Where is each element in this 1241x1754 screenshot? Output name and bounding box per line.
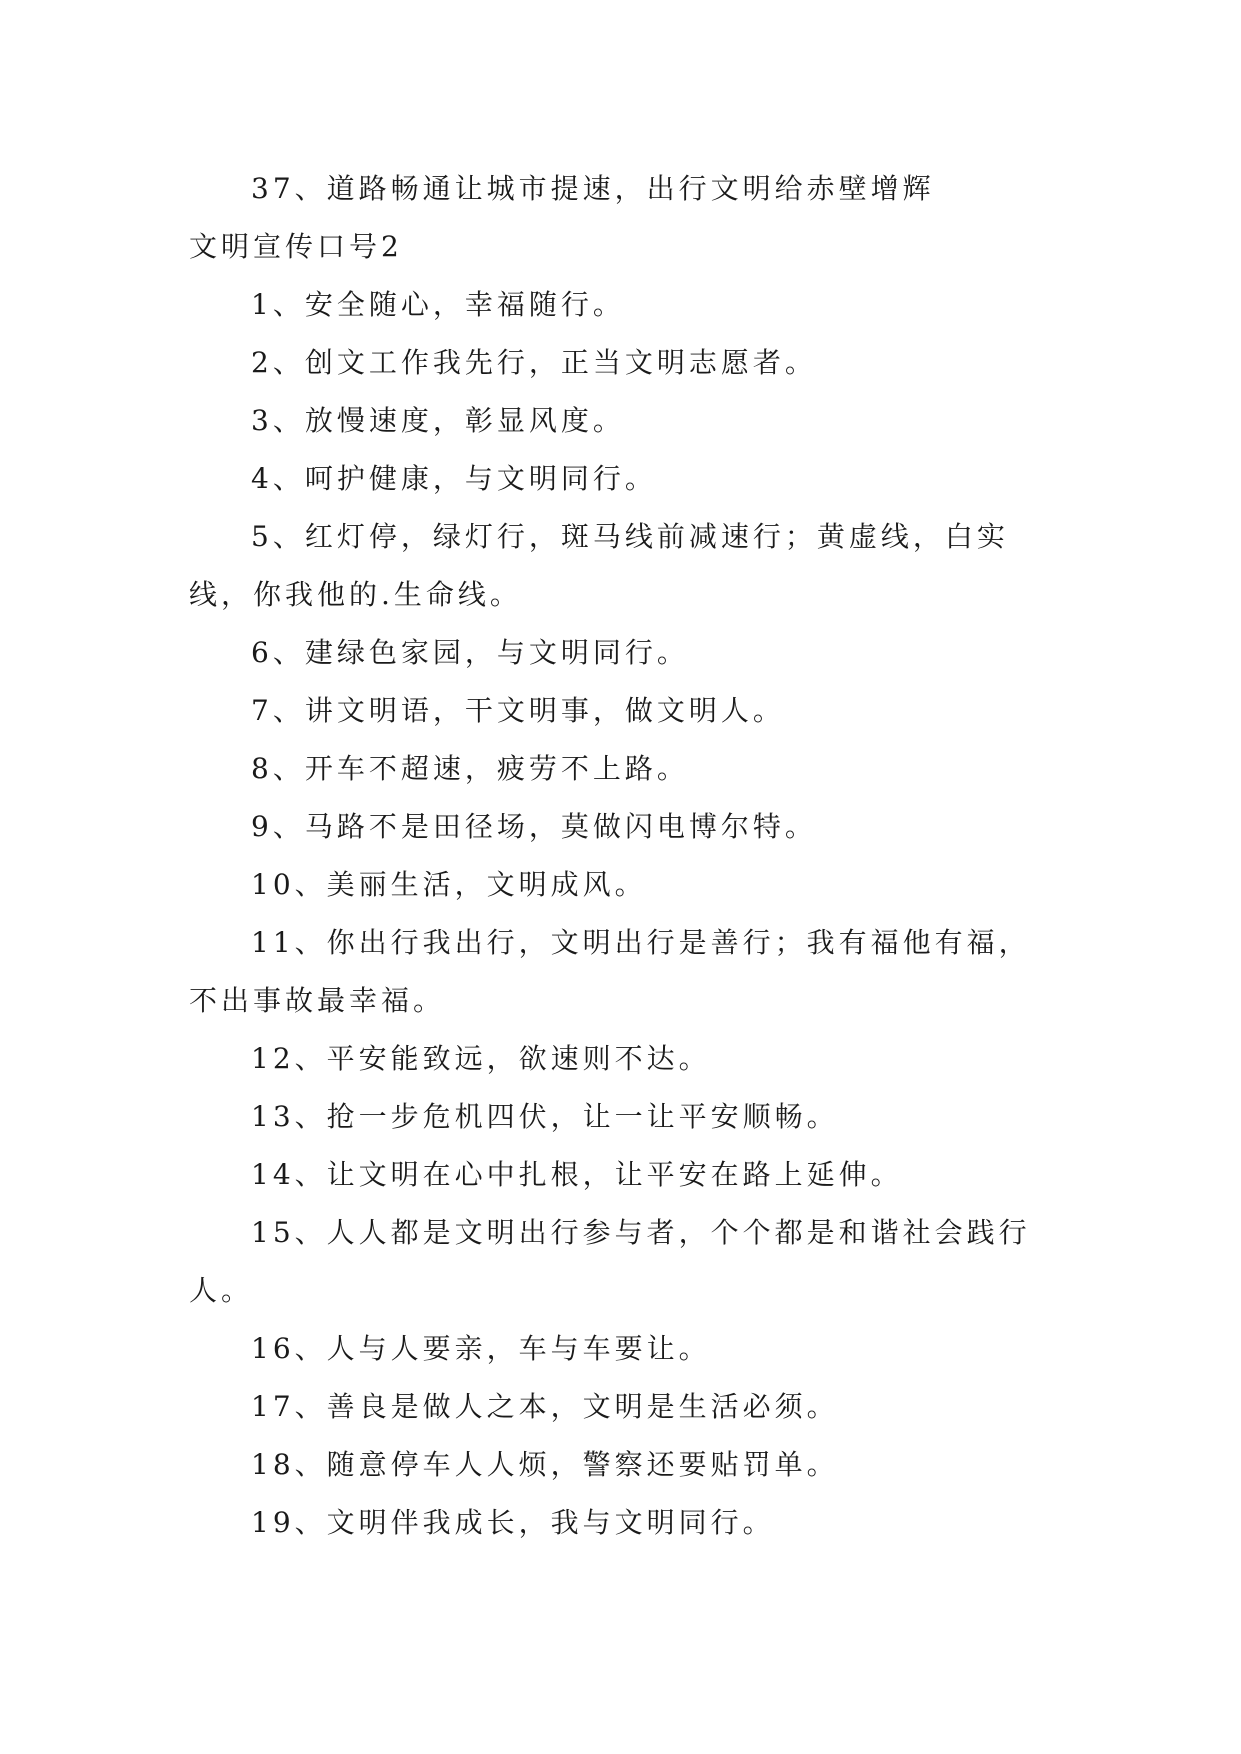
lead-line: 37、道路畅通让城市提速，出行文明给赤壁增辉 xyxy=(251,172,935,205)
slogan-item: 17、善良是做人之本，文明是生活必须。 xyxy=(251,1390,839,1423)
slogan-item: 12、平安能致远，欲速则不达。 xyxy=(251,1042,711,1075)
slogan-item: 15、人人都是文明出行参与者，个个都是和谐社会践行人。 xyxy=(189,1216,1031,1307)
section-title: 文明宣传口号2 xyxy=(189,230,403,263)
slogan-item: 2、创文工作我先行，正当文明志愿者。 xyxy=(251,346,817,379)
slogan-item: 9、马路不是田径场，莫做闪电博尔特。 xyxy=(251,810,817,843)
slogan-item: 5、红灯停，绿灯行，斑马线前减速行；黄虚线，白实线，你我他的.生命线。 xyxy=(189,520,1009,611)
slogan-item: 13、抢一步危机四伏，让一让平安顺畅。 xyxy=(251,1100,839,1133)
slogan-item: 10、美丽生活，文明成风。 xyxy=(251,868,647,901)
slogan-item: 11、你出行我出行，文明出行是善行；我有福他有福，不出事故最幸福。 xyxy=(189,926,1031,1017)
slogan-item: 1、安全随心，幸福随行。 xyxy=(251,288,625,321)
slogan-item: 14、让文明在心中扎根，让平安在路上延伸。 xyxy=(251,1158,903,1191)
slogan-item: 6、建绿色家园，与文明同行。 xyxy=(251,636,689,669)
slogan-item: 4、呵护健康，与文明同行。 xyxy=(251,462,657,495)
slogan-item: 19、文明伴我成长，我与文明同行。 xyxy=(251,1506,775,1539)
slogan-item: 16、人与人要亲，车与车要让。 xyxy=(251,1332,711,1365)
document-body xyxy=(189,160,1059,1552)
slogan-item: 18、随意停车人人烦，警察还要贴罚单。 xyxy=(251,1448,839,1481)
slogan-item: 8、开车不超速，疲劳不上路。 xyxy=(251,752,689,785)
slogan-item: 3、放慢速度，彰显风度。 xyxy=(251,404,625,437)
slogan-item: 7、讲文明语，干文明事，做文明人。 xyxy=(251,694,785,727)
